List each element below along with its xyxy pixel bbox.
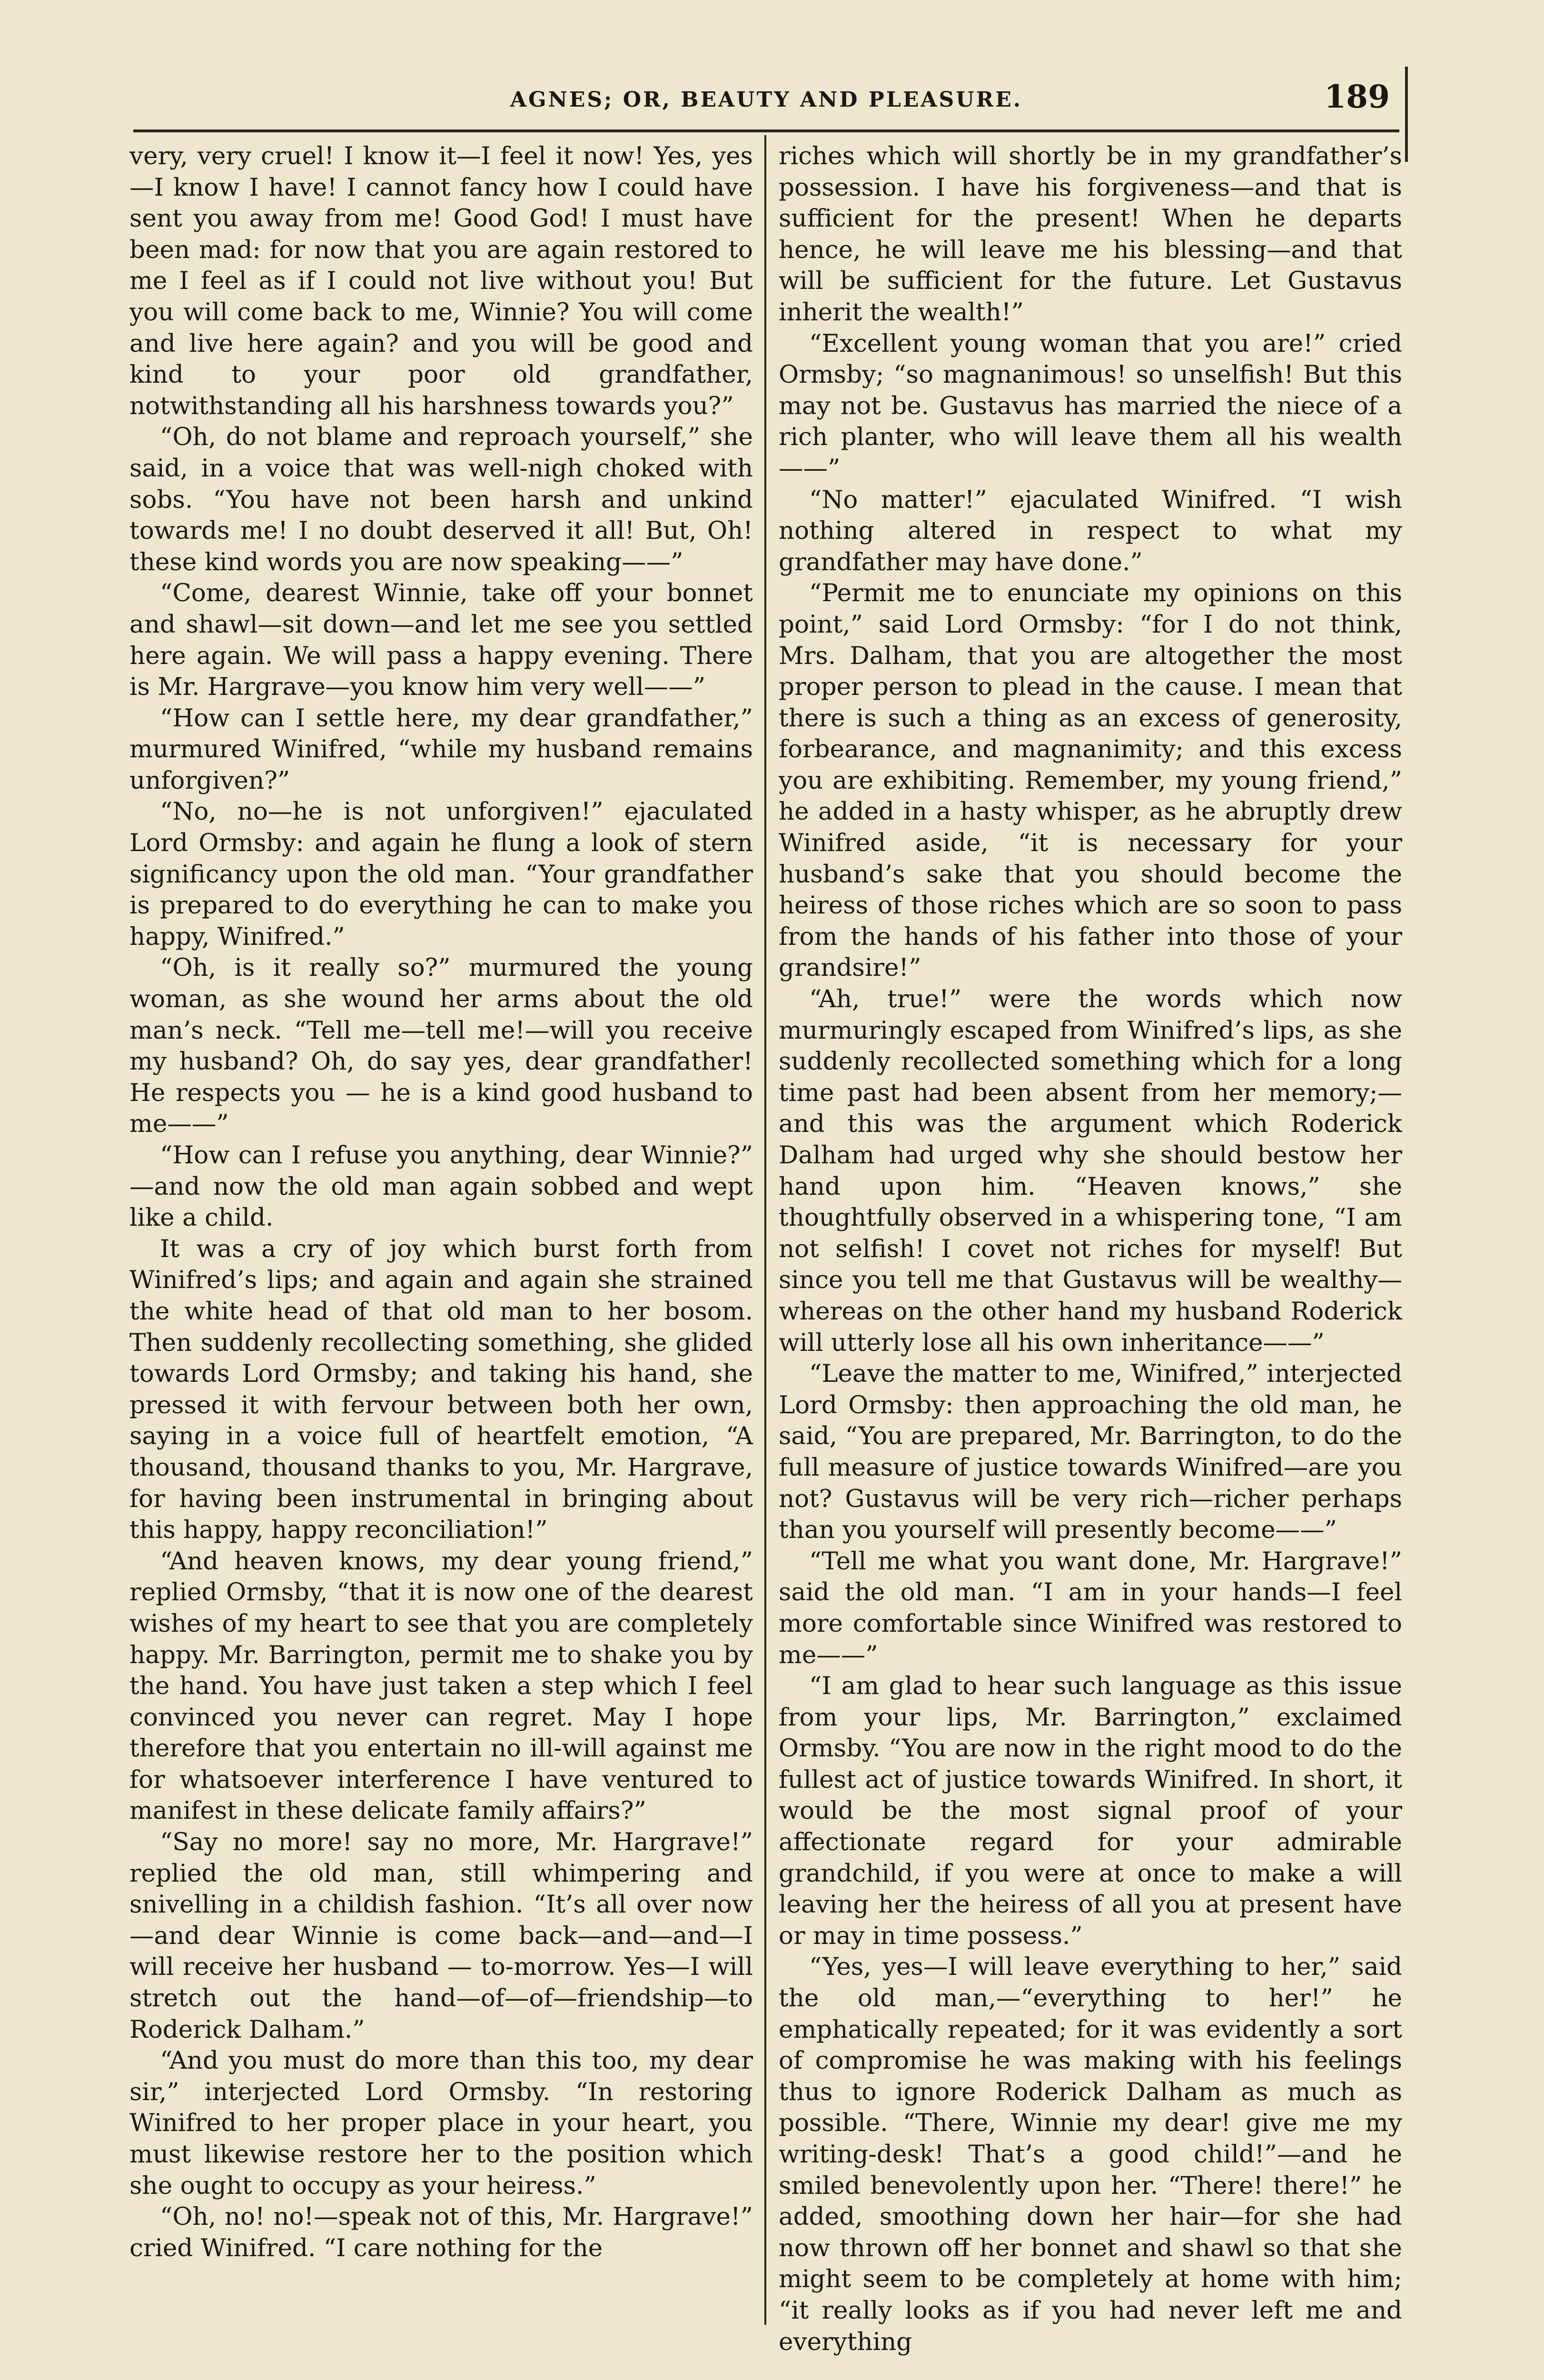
left-paragraph-12: “Oh, no! no!—speak not of this, Mr. Hargrave!” cried Winifred. “I care nothing for the <box>129 2202 753 2262</box>
left-paragraph-1: very, very cruel! I know it—I feel it now! Yes, yes—I know I have! I cannot fancy how I could have sent you away from me! Good God! I must have been mad: for now that you are again restored to me I feel as if I could not live without you! But you will come back to me, Winnie? You will come and live here again? and you will be good and kind to your poor old grandfather, notwithstanding all his harshness towards you?” <box>129 142 753 420</box>
left-paragraph-7: “How can I refuse you anything, dear Winnie?” —and now the old man again sobbed and wept like a child. <box>129 1141 753 1232</box>
left-paragraph-2: “Oh, do not blame and reproach yourself,” she said, in a voice that was well-nigh choked with sobs. “You have not been harsh and unkind towards me! I no doubt deserved it all! But, Oh! these kind words you are now speaking——” <box>129 423 753 576</box>
right-paragraph-7: “Tell me what you want done, Mr. Hargrave!” said the old man. “I am in your hands—I feel more comfortable since Winifred was restored to me——” <box>779 1547 1402 1669</box>
page-number: 189 <box>1324 78 1390 115</box>
right-column <box>779 141 1402 2356</box>
left-column <box>129 141 753 2316</box>
left-paragraph-8: It was a cry of joy which burst forth from Winifred’s lips; and again and again she strained the white head of that old man to her bosom. Then suddenly recollecting something, she glided towards Lord Ormsby; and taking his hand, she pressed it with fervour between both her own, saying in a voice full of heartfelt emotion, “A thousand, thousand thanks to you, Mr. Hargrave, for having been instrumental in bringing about this happy, happy reconciliation!” <box>129 1234 753 1545</box>
left-paragraph-6: “Oh, is it really so?” murmured the young woman, as she wound her arms about the old man’s neck. “Tell me—tell me!—will you receive my husband? Oh, do say yes, dear grandfather! He respects you — he is a kind good husband to me——” <box>129 953 753 1139</box>
left-paragraph-10: “Say no more! say no more, Mr. Hargrave!” replied the old man, still whimpering and snivelling in a childish fashion. “It’s all over now—and dear Winnie is come back—and—and—I will receive her husband — to-morrow. Yes—I will stretch out the hand—of—of—friendship—to Roderick Dalham.” <box>129 1828 753 2044</box>
right-paragraph-1: riches which will shortly be in my grandfather’s possession. I have his forgiveness—and that is sufficient for the present! When he departs hence, he will leave me his blessing—and that will be sufficient for the future. Let Gustavus inherit the wealth!” <box>779 142 1402 327</box>
right-paragraph-8: “I am glad to hear such language as this issue from your lips, Mr. Barrington,” exclaimed Ormsby. “You are now in the right mood to do the fullest act of justice towards Winifred. In short, it would be the most signal proof of your affectionate regard for your admirable grandchild, if you were at once to make a will leaving her the heiress of all you at present have or may in time possess.” <box>779 1672 1402 1950</box>
left-paragraph-5: “No, no—he is not unforgiven!” ejaculated Lord Ormsby: and again he flung a look of stern significancy upon the old man. “Your grandfather is prepared to do everything he can to make you happy, Winifred.” <box>129 797 753 951</box>
right-paragraph-2: “Excellent young woman that you are!” cried Ormsby; “so magnanimous! so unselfish! But this may not be. Gustavus has married the niece of a rich planter, who will leave them all his wealth——” <box>779 329 1402 483</box>
right-paragraph-3: “No matter!” ejaculated Winifred. “I wish nothing altered in respect to what my grandfather may have done.” <box>779 485 1402 576</box>
right-paragraph-9: “Yes, yes—I will leave everything to her,” said the old man,—“everything to her!” he emphatically repeated; for it was evidently a sort of compromise he was making with his feelings thus to ignore Roderick Dalham as much as possible. “There, Winnie my dear! give me my writing-desk! That’s a good child!”—and he smiled benevolently upon her. “There! there!” he added, smoothing down her hair—for she had now thrown off her bonnet and shawl so that she might seem to be completely at home with him; “it really looks as if you had never left me and everything <box>779 1953 1402 2356</box>
right-paragraph-6: “Leave the matter to me, Winifred,” interjected Lord Ormsby: then approaching the old man, he said, “You are prepared, Mr. Barrington, to do the full measure of justice towards Winifred—are you not? Gustavus will be very rich—richer perhaps than you yourself will presently become——” <box>779 1359 1402 1545</box>
left-paragraph-3: “Come, dearest Winnie, take off your bonnet and shawl—sit down—and let me see you settled here again. We will pass a happy evening. There is Mr. Hargrave—you know him very well——” <box>129 579 753 702</box>
left-paragraph-4: “How can I settle here, my dear grandfather,” murmured Winifred, “while my husband remains unforgiven?” <box>129 704 753 795</box>
right-paragraph-5: “Ah, true!” were the words which now murmuringly escaped from Winifred’s lips, as she suddenly recollected something which for a long time past had been absent from her memory;—and this was the argument which Roderick Dalham had urged why she should bestow her hand upon him. “Heaven knows,” she thoughtfully observed in a whispering tone, “I am not selfish! I covet not riches for myself! But since you tell me that Gustavus will be wealthy—whereas on the other hand my husband Roderick will utterly lose all his own inheritance——” <box>779 985 1402 1357</box>
column-divider <box>764 135 766 2325</box>
running-title: AGNES; OR, BEAUTY AND PLEASURE. <box>510 88 1023 112</box>
right-paragraph-4: “Permit me to enunciate my opinions on this point,” said Lord Ormsby: “for I do not think, Mrs. Dalham, that you are altogether the most proper person to plead in the cause. I mean that there is such a thing as an excess of generosity, forbearance, and magnanimity; and this excess you are exhibiting. Remember, my young friend,” he added in a hasty whisper, as he abruptly drew Winifred aside, “it is necessary for your husband’s sake that you should become the heiress of those riches which are so soon to pass from the hands of his father into those of your grandsire!” <box>779 579 1402 982</box>
page-header <box>133 71 1399 129</box>
header-rule <box>133 129 1399 132</box>
header-right-edge-mark <box>1405 67 1408 162</box>
left-paragraph-11: “And you must do more than this too, my dear sir,” interjected Lord Ormsby. “In restoring Winifred to her proper place in your heart, you must likewise restore her to the position which she ought to occupy as your heiress.” <box>129 2046 753 2200</box>
left-paragraph-9: “And heaven knows, my dear young friend,” replied Ormsby, “that it is now one of the dearest wishes of my heart to see that you are completely happy. Mr. Barrington, permit me to shake you by the hand. You have just taken a step which I feel convinced you never can regret. May I hope therefore that you entertain no ill-will against me for whatsoever interference I have ventured to manifest in these delicate family affairs?” <box>129 1547 753 1825</box>
